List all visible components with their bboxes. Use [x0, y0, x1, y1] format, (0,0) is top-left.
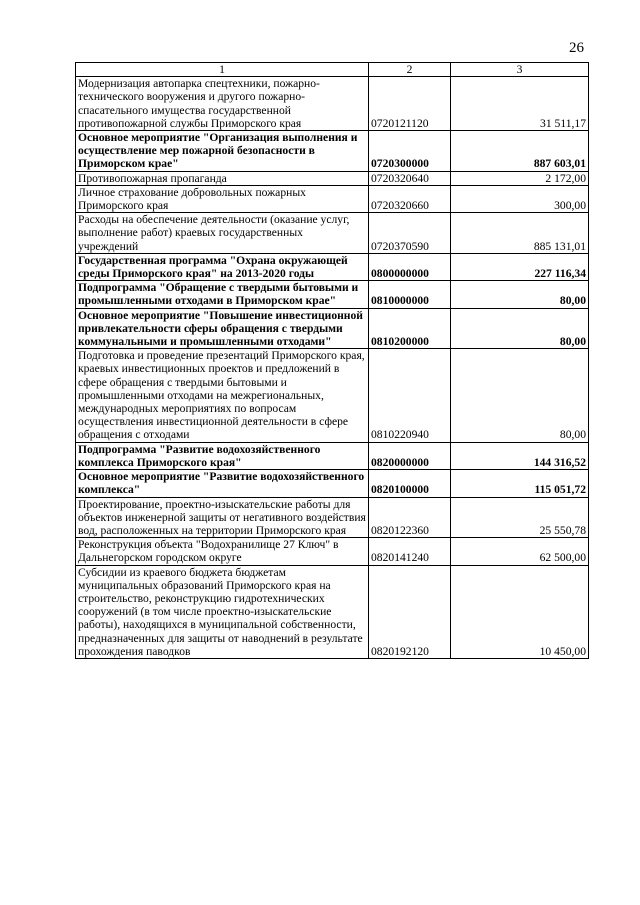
table-row [76, 349, 589, 442]
row-description: Подпрограмма "Обращение с твердыми бытовыми и промышленными отходами в Приморском крае" [76, 281, 369, 308]
table-row [76, 565, 589, 658]
row-amount: 62 500,00 [451, 538, 589, 565]
row-description: Противопожарная пропаганда [76, 171, 369, 185]
row-description: Подготовка и проведение презентаций Приморского края, краевых инвестиционных проектов и предложений в сфере обращения с твердыми бытовыми и промышленными отходами на межрегиональных, международных мероприятиях по вопросам осуществления инвестиционной деятельности в сфере обращения с отходами [76, 349, 369, 442]
row-description: Модернизация автопарка спецтехники, пожарно-технического вооружения и другого пожарно-спасательного имущества государственной противопожарной службы Приморского края [76, 77, 369, 131]
column-header-1: 1 [76, 63, 369, 77]
row-amount: 300,00 [451, 185, 589, 212]
table-row [76, 470, 589, 497]
row-code: 0720320640 [369, 171, 451, 185]
row-code: 0720300000 [369, 131, 451, 172]
table-row [76, 131, 589, 172]
row-amount: 887 603,01 [451, 131, 589, 172]
row-code: 0820141240 [369, 538, 451, 565]
table-row [76, 77, 589, 131]
row-code: 0720121120 [369, 77, 451, 131]
row-code: 0820122360 [369, 497, 451, 538]
table-row [76, 538, 589, 565]
table-row [76, 253, 589, 280]
row-code: 0810200000 [369, 308, 451, 349]
row-amount: 885 131,01 [451, 213, 589, 254]
table-row [76, 497, 589, 538]
row-amount: 80,00 [451, 308, 589, 349]
row-description: Субсидии из краевого бюджета бюджетам муниципальных образований Приморского края на строительство, реконструкцию гидротехнических сооружений (в том числе проектно-изыскательские работы), находящихся в муниципальной собственности, предназначенных для защиты от наводнений в результате прохождения паводков [76, 565, 369, 658]
row-amount: 115 051,72 [451, 470, 589, 497]
row-amount: 80,00 [451, 349, 589, 442]
row-description: Государственная программа "Охрана окружающей среды Приморского края" на 2013-2020 годы [76, 253, 369, 280]
column-header-3: 3 [451, 63, 589, 77]
page-number: 26 [569, 40, 584, 56]
row-code: 0820000000 [369, 442, 451, 469]
row-description: Подпрограмма "Развитие водохозяйственного комплекса Приморского края" [76, 442, 369, 469]
row-amount: 80,00 [451, 281, 589, 308]
column-header-2: 2 [369, 63, 451, 77]
budget-table [75, 62, 589, 659]
row-amount: 10 450,00 [451, 565, 589, 658]
table-row [76, 213, 589, 254]
table-row [76, 308, 589, 349]
table-header-row [76, 63, 589, 77]
table-row [76, 171, 589, 185]
row-code: 0810000000 [369, 281, 451, 308]
table-row [76, 185, 589, 212]
row-description: Расходы на обеспечение деятельности (оказание услуг, выполнение работ) краевых государственных учреждений [76, 213, 369, 254]
table-row [76, 442, 589, 469]
row-code: 0810220940 [369, 349, 451, 442]
row-description: Реконструкция объекта "Водохранилище 27 Ключ" в Дальнегорском городском округе [76, 538, 369, 565]
row-amount: 2 172,00 [451, 171, 589, 185]
row-description: Проектирование, проектно-изыскательские работы для объектов инженерной защиты от негативного воздействия вод, расположенных на территории Приморского края [76, 497, 369, 538]
row-code: 0720370590 [369, 213, 451, 254]
row-amount: 227 116,34 [451, 253, 589, 280]
row-amount: 25 550,78 [451, 497, 589, 538]
row-amount: 31 511,17 [451, 77, 589, 131]
table-row [76, 281, 589, 308]
row-code: 0820192120 [369, 565, 451, 658]
row-description: Основное мероприятие "Организация выполнения и осуществление мер пожарной безопасности в Приморском крае" [76, 131, 369, 172]
row-code: 0820100000 [369, 470, 451, 497]
row-code: 0720320660 [369, 185, 451, 212]
row-amount: 144 316,52 [451, 442, 589, 469]
row-description: Основное мероприятие "Повышение инвестиционной привлекательности сферы обращения с твердыми коммунальными и промышленными отходами" [76, 308, 369, 349]
row-description: Основное мероприятие "Развитие водохозяйственного комплекса" [76, 470, 369, 497]
row-code: 0800000000 [369, 253, 451, 280]
row-description: Личное страхование добровольных пожарных Приморского края [76, 185, 369, 212]
